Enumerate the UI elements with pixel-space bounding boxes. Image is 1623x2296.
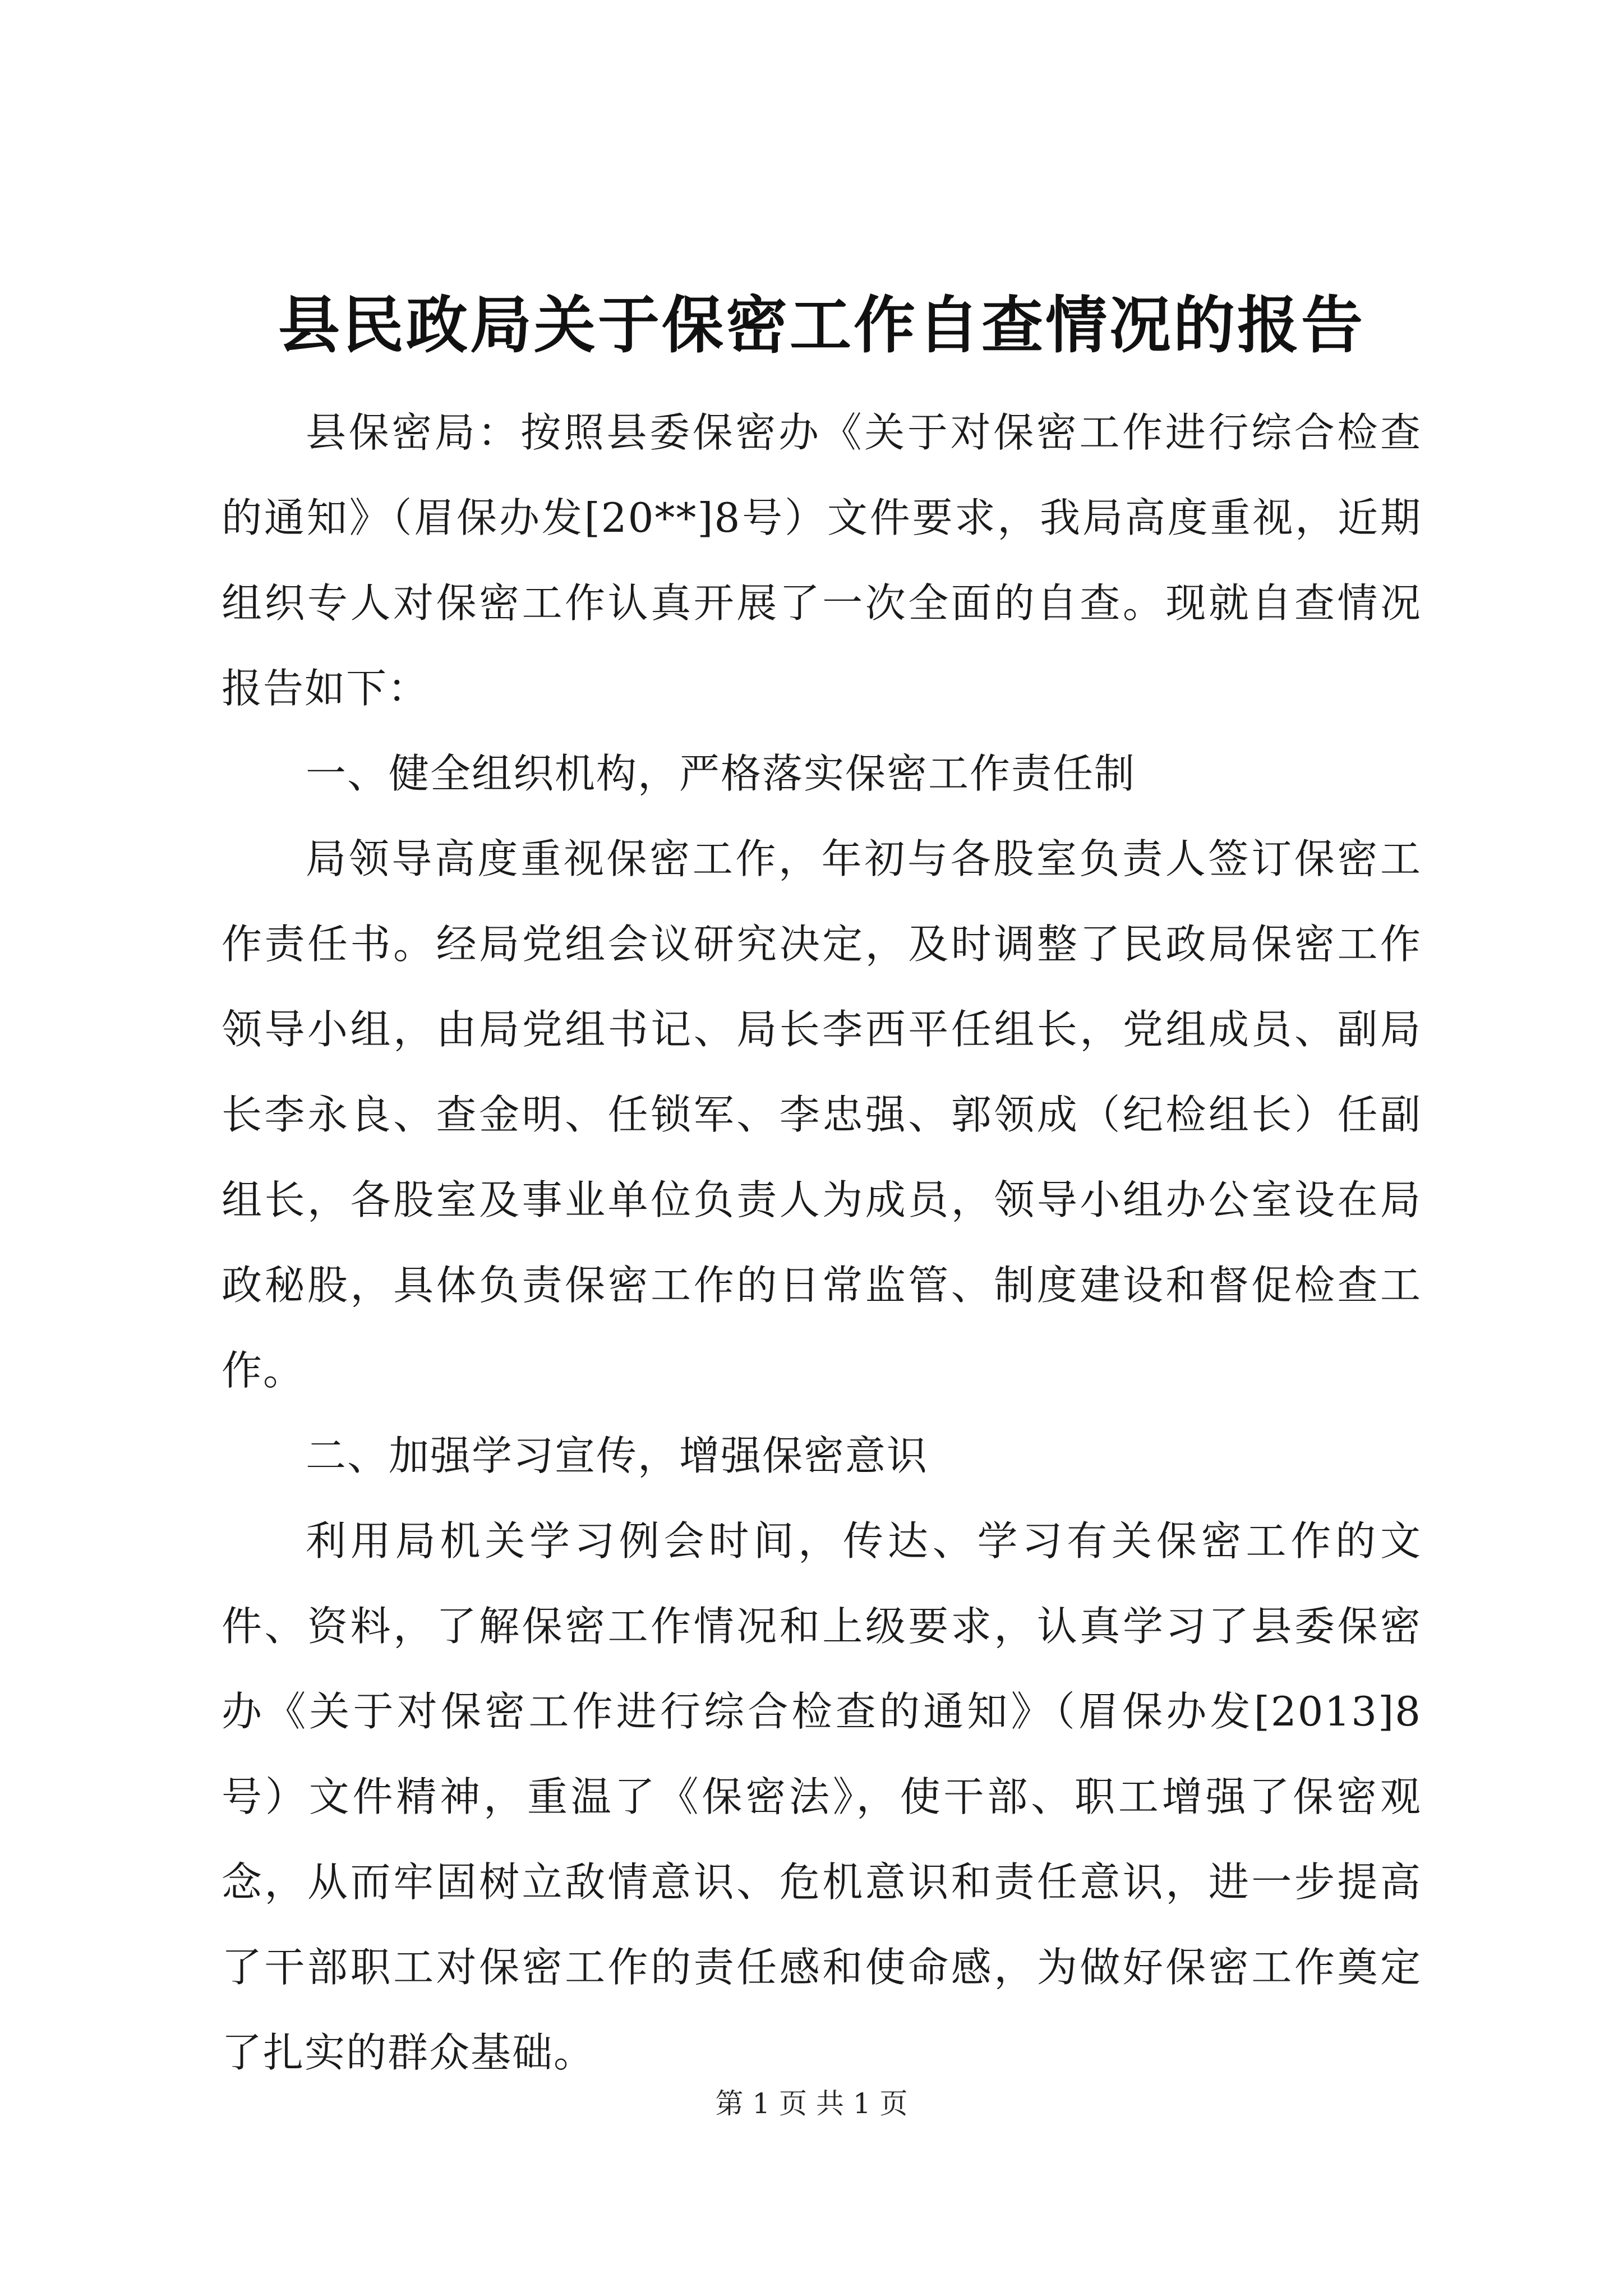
section-2-paragraph: 利用局机关学习例会时间，传达、学习有关保密工作的文件、资料，了解保密工作情况和上级要求，认真学习了县委保密办《关于对保密工作进行综合检查的通知》（眉保办发[2013]8号）文件精神，重温了《保密法》，使干部、职工增强了保密观念，从而牢固树立敌情意识、危机意识和责任意识，进一步提高了干部职工对保密工作的责任感和使命感，为做好保密工作奠定了扎实的群众基础。	[222, 1517, 1422, 2076]
opening-paragraph: 县保密局：按照县委保密办《关于对保密工作进行综合检查的通知》（眉保办发[20**]8号）文件要求，我局高度重视，近期组织专人对保密工作认真开展了一次全面的自查。现就自查情况报告如下：	[222, 409, 1422, 712]
section-heading-2: 二、加强学习宣传，增强保密意识	[306, 1432, 929, 1479]
section-heading-1: 一、健全组织机构，严格落实保密工作责任制	[306, 750, 1136, 797]
page-number-footer: 第 1 页 共 1 页	[715, 2087, 908, 2120]
document-body	[222, 283, 1422, 2095]
document-title: 县民政局关于保密工作自查情况的报告	[278, 289, 1365, 361]
section-1-paragraph: 局领导高度重视保密工作，年初与各股室负责人签订保密工作责任书。经局党组会议研究决定，及时调整了民政局保密工作领导小组，由局党组书记、局长李西平任组长，党组成员、副局长李永良、查金明、任锁军、李忠强、郭领成（纪检组长）任副组长，各股室及事业单位负责人为成员，领导小组办公室设在局政秘股，具体负责保密工作的日常监管、制度建设和督促检查工作。	[222, 835, 1422, 1394]
